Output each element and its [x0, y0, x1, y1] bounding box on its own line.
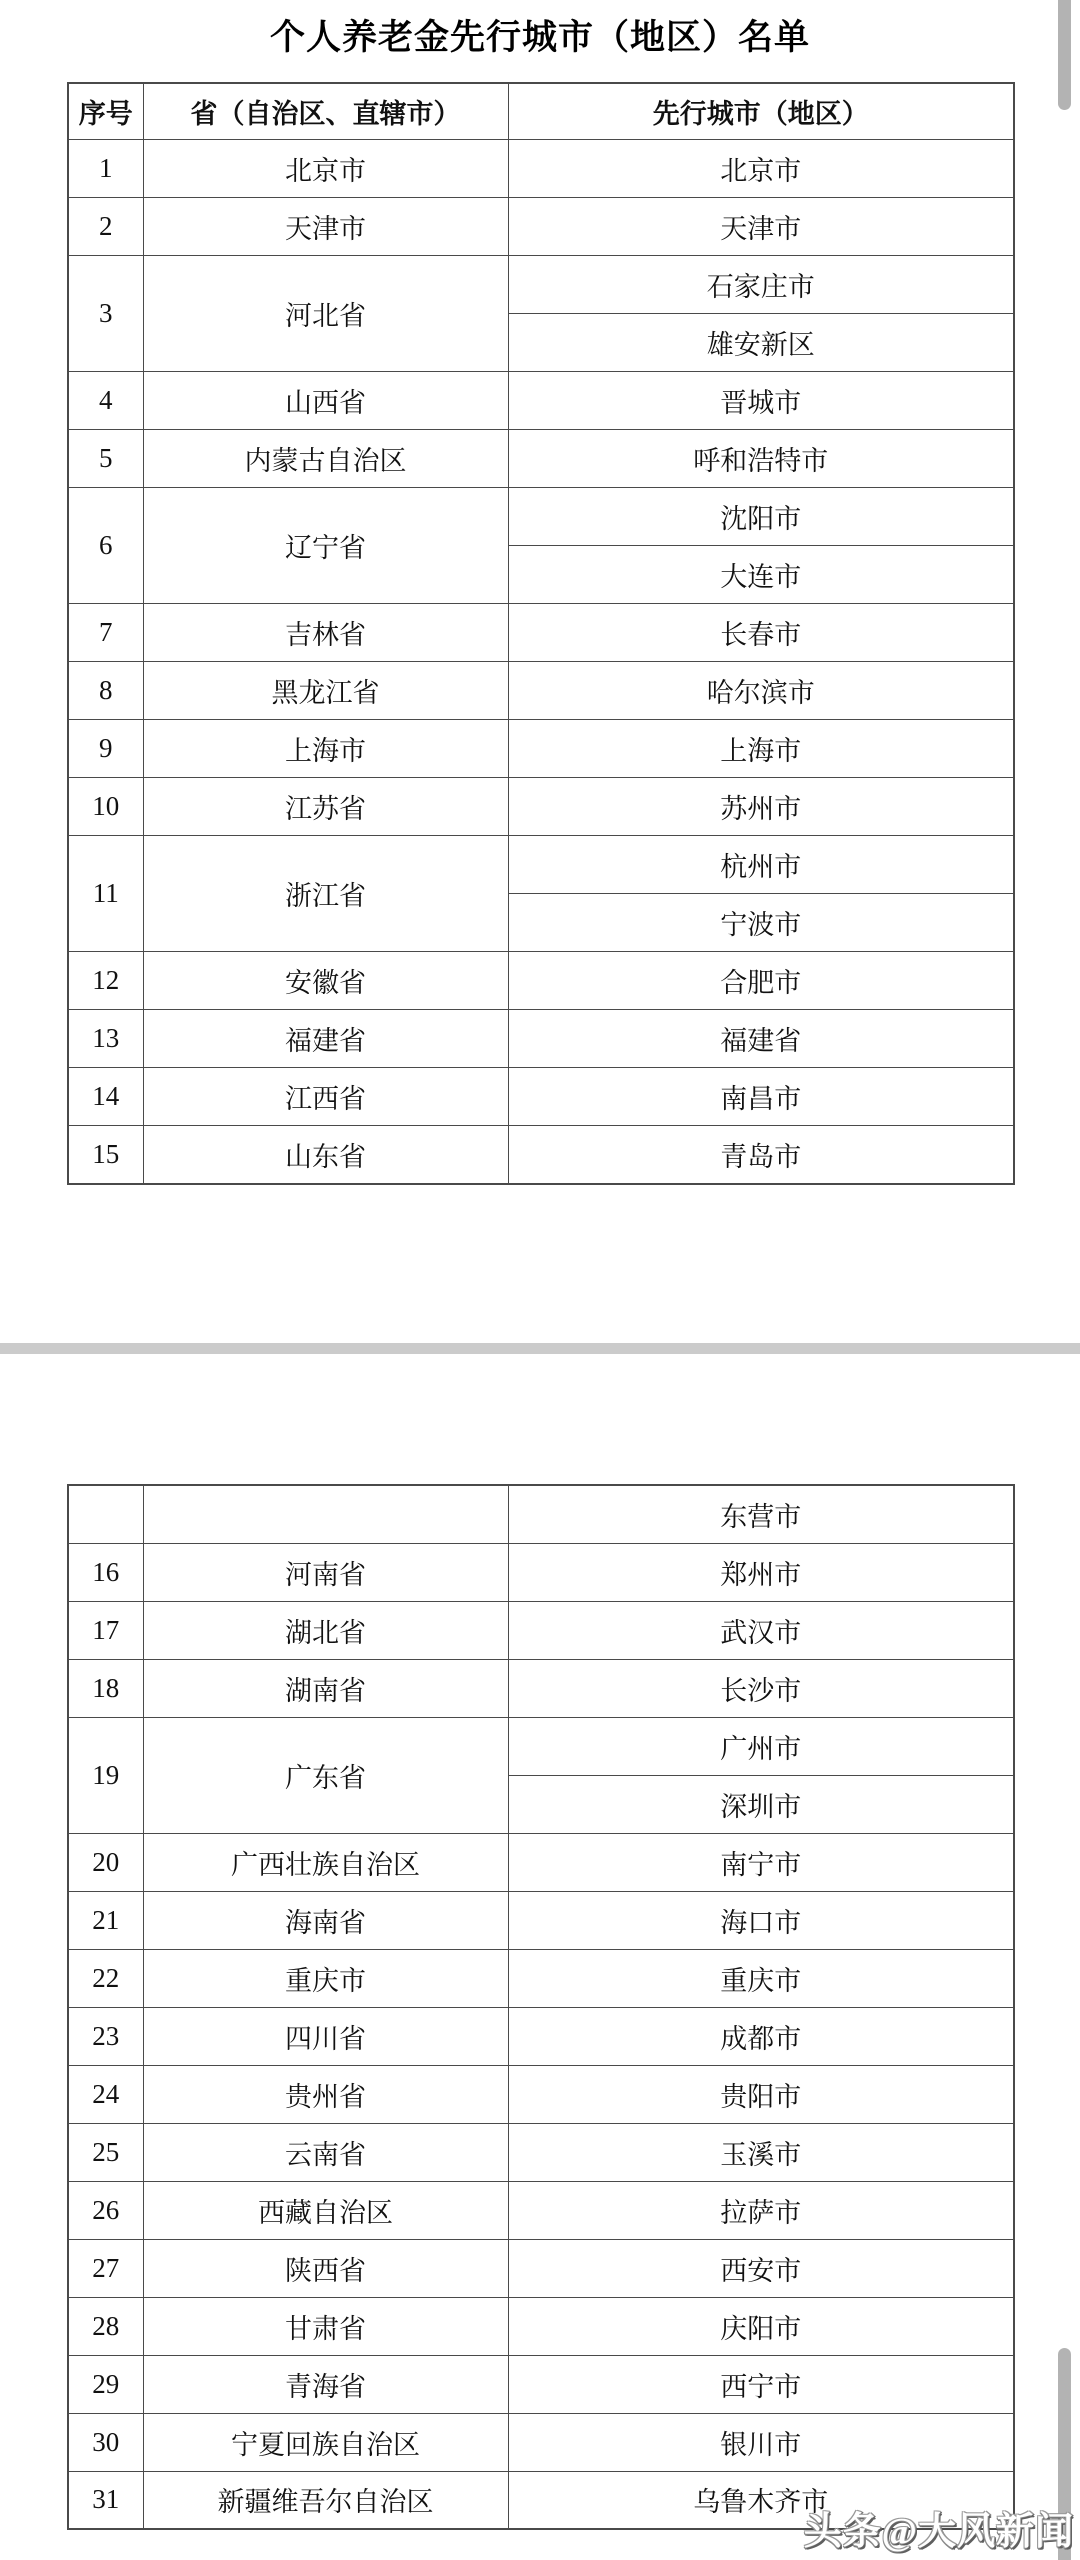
table-row: [68, 1543, 1014, 1601]
city-cell: 天津市: [508, 198, 1014, 256]
page-separator-band: [0, 1343, 1080, 1354]
row-number-cell: 6: [68, 488, 143, 604]
city-cell: 庆阳市: [508, 2297, 1014, 2355]
row-number-cell: 13: [68, 1010, 143, 1068]
province-cell: 四川省: [143, 2007, 508, 2065]
table-row: [68, 2297, 1014, 2355]
pilot-cities-table-part2-grid: [67, 1484, 1015, 2530]
city-cell: 深圳市: [508, 1775, 1014, 1833]
table-row: [68, 1601, 1014, 1659]
table-row: [68, 1833, 1014, 1891]
table-row: [68, 2355, 1014, 2413]
city-cell: 石家庄市: [508, 256, 1014, 314]
province-cell: 上海市: [143, 720, 508, 778]
table-row: [68, 372, 1014, 430]
row-number-cell: 30: [68, 2413, 143, 2471]
province-cell: 云南省: [143, 2123, 508, 2181]
row-number-cell: 31: [68, 2471, 143, 2529]
table-row: [68, 2413, 1014, 2471]
city-cell: 雄安新区: [508, 314, 1014, 372]
table-row: [68, 1010, 1014, 1068]
table-row: [68, 2007, 1014, 2065]
province-cell: 陕西省: [143, 2239, 508, 2297]
province-cell: 湖北省: [143, 1601, 508, 1659]
row-number-cell: 4: [68, 372, 143, 430]
city-cell: 合肥市: [508, 952, 1014, 1010]
city-cell: 乌鲁木齐市: [508, 2471, 1014, 2529]
city-cell: 杭州市: [508, 836, 1014, 894]
watermark: 头条@大风新闻: [803, 2511, 1074, 2553]
table-row: [68, 198, 1014, 256]
row-number-cell: 17: [68, 1601, 143, 1659]
header-col-province: 省（自治区、直辖市）: [143, 83, 508, 140]
city-cell: 南宁市: [508, 1833, 1014, 1891]
city-cell: 大连市: [508, 546, 1014, 604]
header-col-no: 序号: [68, 83, 143, 140]
row-number-cell: 1: [68, 140, 143, 198]
city-cell: 苏州市: [508, 778, 1014, 836]
pilot-cities-table-part2: [67, 1484, 1015, 2530]
city-cell: 哈尔滨市: [508, 662, 1014, 720]
table-row: [68, 1659, 1014, 1717]
province-cell: 广西壮族自治区: [143, 1833, 508, 1891]
row-number-cell: 28: [68, 2297, 143, 2355]
city-cell: 郑州市: [508, 1543, 1014, 1601]
table-row: [68, 488, 1014, 546]
table-row: [68, 1717, 1014, 1775]
city-cell: 福建省: [508, 1010, 1014, 1068]
row-number-cell: 9: [68, 720, 143, 778]
city-cell: 广州市: [508, 1717, 1014, 1775]
table-row: [68, 1891, 1014, 1949]
row-number-cell: 27: [68, 2239, 143, 2297]
row-number-cell: 8: [68, 662, 143, 720]
table-row: [68, 2239, 1014, 2297]
province-cell: 江西省: [143, 1068, 508, 1126]
city-cell: 北京市: [508, 140, 1014, 198]
row-number-cell: 26: [68, 2181, 143, 2239]
table-row: [68, 720, 1014, 778]
row-number-cell: 22: [68, 1949, 143, 2007]
province-cell: 山东省: [143, 1126, 508, 1184]
province-cell: 山西省: [143, 372, 508, 430]
table-row: [68, 836, 1014, 894]
province-cell: 江苏省: [143, 778, 508, 836]
row-number-cell: 19: [68, 1717, 143, 1833]
table-row: [68, 1949, 1014, 2007]
city-cell: 贵阳市: [508, 2065, 1014, 2123]
province-cell: 天津市: [143, 198, 508, 256]
province-cell: 吉林省: [143, 604, 508, 662]
city-cell: 沈阳市: [508, 488, 1014, 546]
city-cell: 拉萨市: [508, 2181, 1014, 2239]
row-number-cell: 7: [68, 604, 143, 662]
city-cell: 长春市: [508, 604, 1014, 662]
city-cell: 宁波市: [508, 894, 1014, 952]
table-row: [68, 256, 1014, 314]
row-number-cell: [68, 1485, 143, 1543]
city-cell: 晋城市: [508, 372, 1014, 430]
table-row: [68, 1126, 1014, 1184]
city-cell: 成都市: [508, 2007, 1014, 2065]
province-cell: 河北省: [143, 256, 508, 372]
city-cell: 西安市: [508, 2239, 1014, 2297]
row-number-cell: 24: [68, 2065, 143, 2123]
city-cell: 长沙市: [508, 1659, 1014, 1717]
province-cell: [143, 1485, 508, 1543]
row-number-cell: 29: [68, 2355, 143, 2413]
province-cell: 湖南省: [143, 1659, 508, 1717]
province-cell: 河南省: [143, 1543, 508, 1601]
province-cell: 宁夏回族自治区: [143, 2413, 508, 2471]
header-col-city: 先行城市（地区）: [508, 83, 1014, 140]
row-number-cell: 23: [68, 2007, 143, 2065]
province-cell: 北京市: [143, 140, 508, 198]
table-header-row: [68, 83, 1014, 140]
row-number-cell: 25: [68, 2123, 143, 2181]
city-cell: 重庆市: [508, 1949, 1014, 2007]
city-cell: 西宁市: [508, 2355, 1014, 2413]
row-number-cell: 16: [68, 1543, 143, 1601]
table-row: [68, 430, 1014, 488]
row-number-cell: 3: [68, 256, 143, 372]
province-cell: 甘肃省: [143, 2297, 508, 2355]
province-cell: 青海省: [143, 2355, 508, 2413]
city-cell: 武汉市: [508, 1601, 1014, 1659]
row-number-cell: 21: [68, 1891, 143, 1949]
row-number-cell: 2: [68, 198, 143, 256]
table-row: [68, 140, 1014, 198]
row-number-cell: 18: [68, 1659, 143, 1717]
city-cell: 东营市: [508, 1485, 1014, 1543]
table-row: [68, 952, 1014, 1010]
province-cell: 新疆维吾尔自治区: [143, 2471, 508, 2529]
province-cell: 福建省: [143, 1010, 508, 1068]
row-number-cell: 20: [68, 1833, 143, 1891]
province-cell: 西藏自治区: [143, 2181, 508, 2239]
scrollbar-thumb-top[interactable]: [1058, 0, 1071, 110]
city-cell: 上海市: [508, 720, 1014, 778]
province-cell: 广东省: [143, 1717, 508, 1833]
city-cell: 呼和浩特市: [508, 430, 1014, 488]
province-cell: 辽宁省: [143, 488, 508, 604]
province-cell: 安徽省: [143, 952, 508, 1010]
province-cell: 海南省: [143, 1891, 508, 1949]
row-number-cell: 12: [68, 952, 143, 1010]
pilot-cities-table-part1-grid: [67, 82, 1015, 1185]
province-cell: 重庆市: [143, 1949, 508, 2007]
city-cell: 银川市: [508, 2413, 1014, 2471]
row-number-cell: 5: [68, 430, 143, 488]
province-cell: 浙江省: [143, 836, 508, 952]
table-row: [68, 662, 1014, 720]
row-number-cell: 14: [68, 1068, 143, 1126]
table-row: [68, 2181, 1014, 2239]
city-cell: 海口市: [508, 1891, 1014, 1949]
province-cell: 内蒙古自治区: [143, 430, 508, 488]
table-row: [68, 2065, 1014, 2123]
row-number-cell: 15: [68, 1126, 143, 1184]
table-row: [68, 1068, 1014, 1126]
table-row: [68, 1485, 1014, 1543]
table-row: [68, 778, 1014, 836]
province-cell: 黑龙江省: [143, 662, 508, 720]
row-number-cell: 11: [68, 836, 143, 952]
city-cell: 青岛市: [508, 1126, 1014, 1184]
table-row: [68, 2123, 1014, 2181]
city-cell: 南昌市: [508, 1068, 1014, 1126]
province-cell: 贵州省: [143, 2065, 508, 2123]
page-title: 个人养老金先行城市（地区）名单: [269, 18, 810, 57]
city-cell: 玉溪市: [508, 2123, 1014, 2181]
table-row: [68, 604, 1014, 662]
row-number-cell: 10: [68, 778, 143, 836]
pilot-cities-table-part1: [67, 82, 1015, 1185]
